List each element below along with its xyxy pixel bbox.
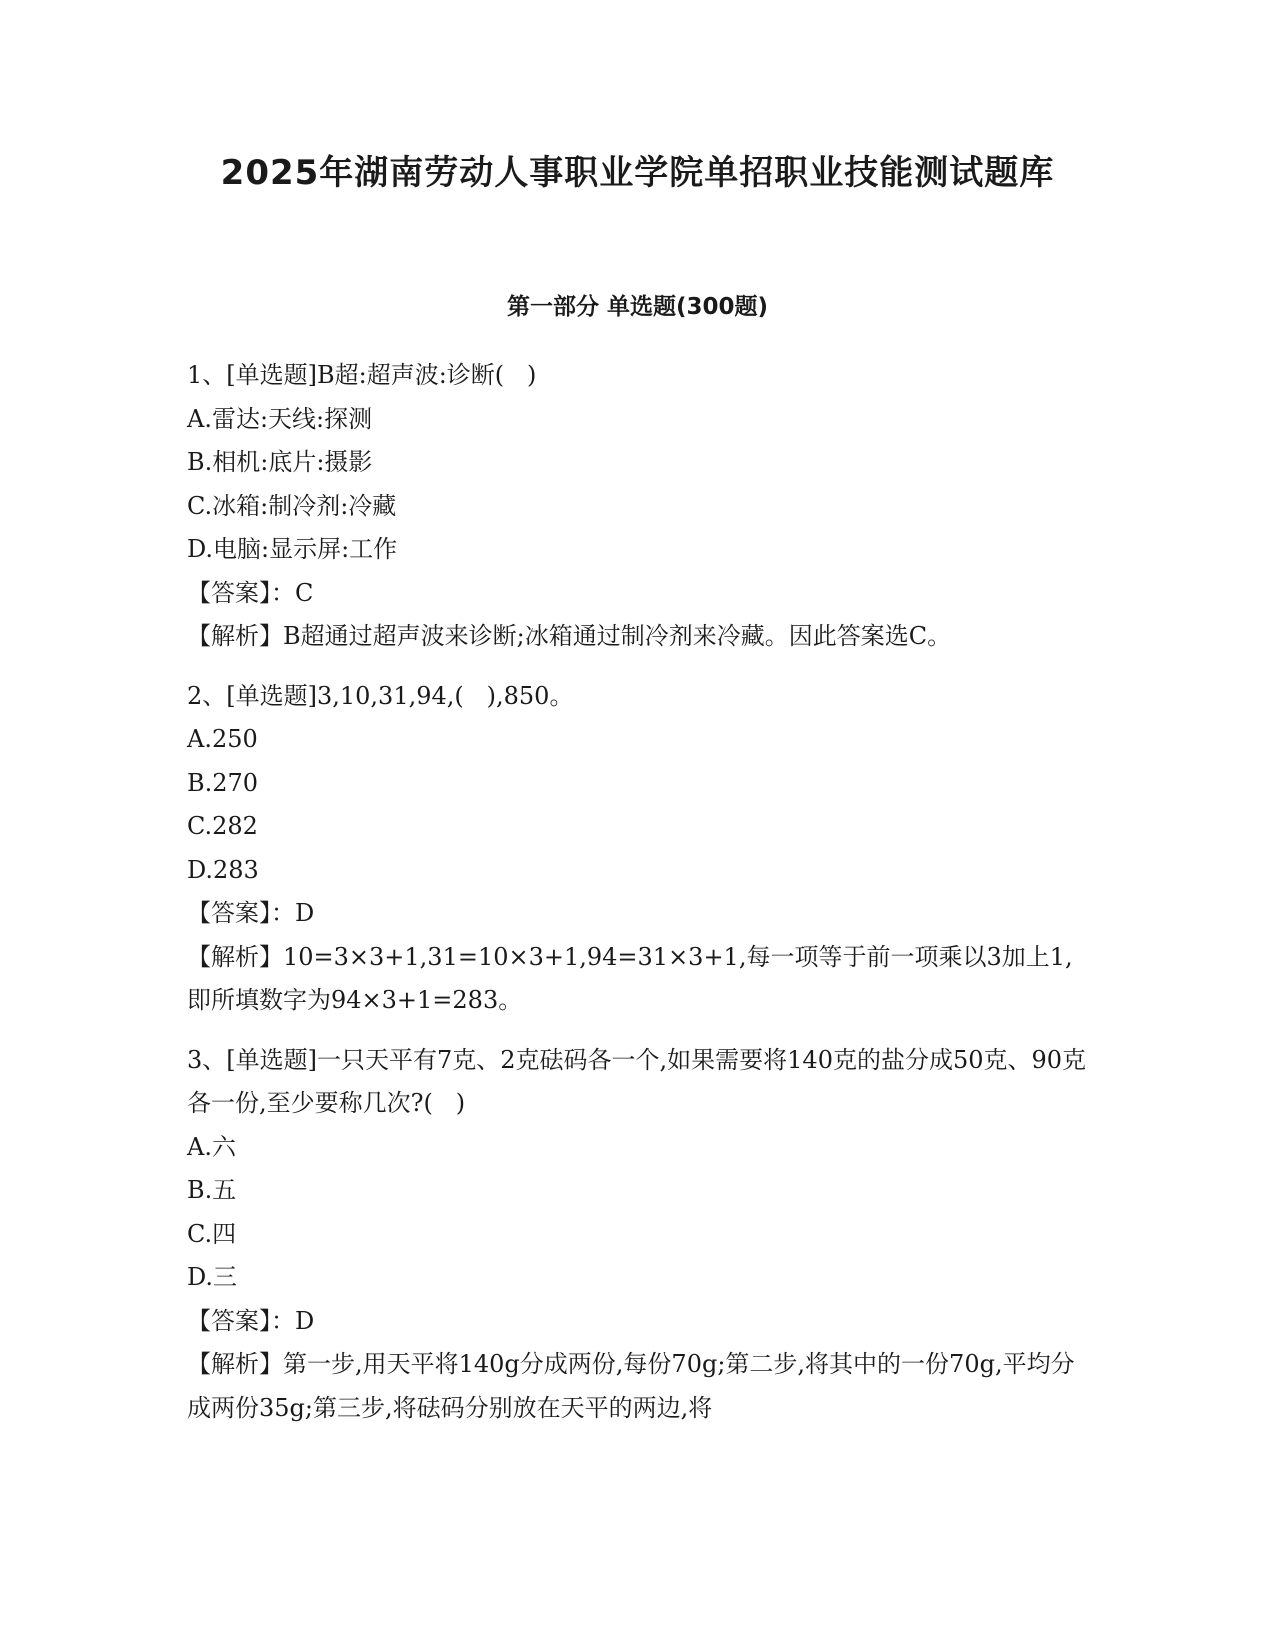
analysis-label: 【解析】 [187,622,283,650]
analysis-text: 10=3×3+1,31=10×3+1,94=31×3+1,每一项等于前一项乘以3加上1,即所填数字为94×3+1=283。 [187,942,1073,1014]
answer-label: 【答案】 [187,578,271,607]
option-a: A.六 [187,1132,236,1161]
question-stem: 2、[单选题]3,10,31,94,( ),850。 [187,681,574,710]
analysis-text: B超通过超声波来诊断;冰箱通过制冷剂来冷藏。因此答案选C。 [283,622,952,650]
analysis-line [187,615,1087,659]
answer-line [187,572,1087,616]
option-a: A.雷达:天线:探测 [187,404,373,433]
answer-label: 【答案】 [187,1306,271,1335]
question-stem: 1、[单选题]B超:超声波:诊断( ) [187,361,537,389]
analysis-line [187,936,1087,1023]
answer-separator: ： [271,1306,295,1335]
option-b: B.相机:底片:摄影 [187,448,373,476]
analysis-text: 第一步,用天平将140g分成两份,每份70g;第二步,将其中的一份70g,平均分成两份35g;第三步,将砝码分别放在天平的两边,将 [187,1350,1075,1422]
question-stem: 3、[单选题]一只天平有7克、2克砝码各一个,如果需要将140克的盐分成50克、90克各一份,至少要称几次?( ) [187,1045,1087,1117]
answer-value: D [295,1306,315,1335]
answer-line [187,892,1087,936]
answer-separator: ： [271,899,295,927]
option-d: D.电脑:显示屏:工作 [187,535,398,563]
answer-line [187,1300,1087,1344]
question-1 [187,354,1087,659]
option-c: C.282 [187,812,258,840]
option-d: D.三 [187,1263,238,1291]
answer-value: D [295,899,315,927]
option-b: B.270 [187,768,259,797]
document-title: 2025年湖南劳动人事职业学院单招职业技能测试题库 [220,153,1055,193]
option-d: D.283 [187,855,259,884]
question-2 [187,675,1087,1023]
question-3 [187,1039,1087,1431]
option-b: B.五 [187,1176,237,1204]
answer-label: 【答案】 [187,899,271,927]
analysis-line [187,1343,1087,1430]
section-title: 第一部分 单选题(300题) [506,294,769,320]
analysis-label: 【解析】 [187,1350,283,1378]
analysis-label: 【解析】 [187,942,283,971]
question-list [187,354,1087,1446]
option-c: C.冰箱:制冷剂:冷藏 [187,491,397,520]
answer-separator: ： [271,578,295,607]
option-a: A.250 [187,725,258,753]
answer-value: C [295,578,314,607]
option-c: C.四 [187,1219,237,1248]
